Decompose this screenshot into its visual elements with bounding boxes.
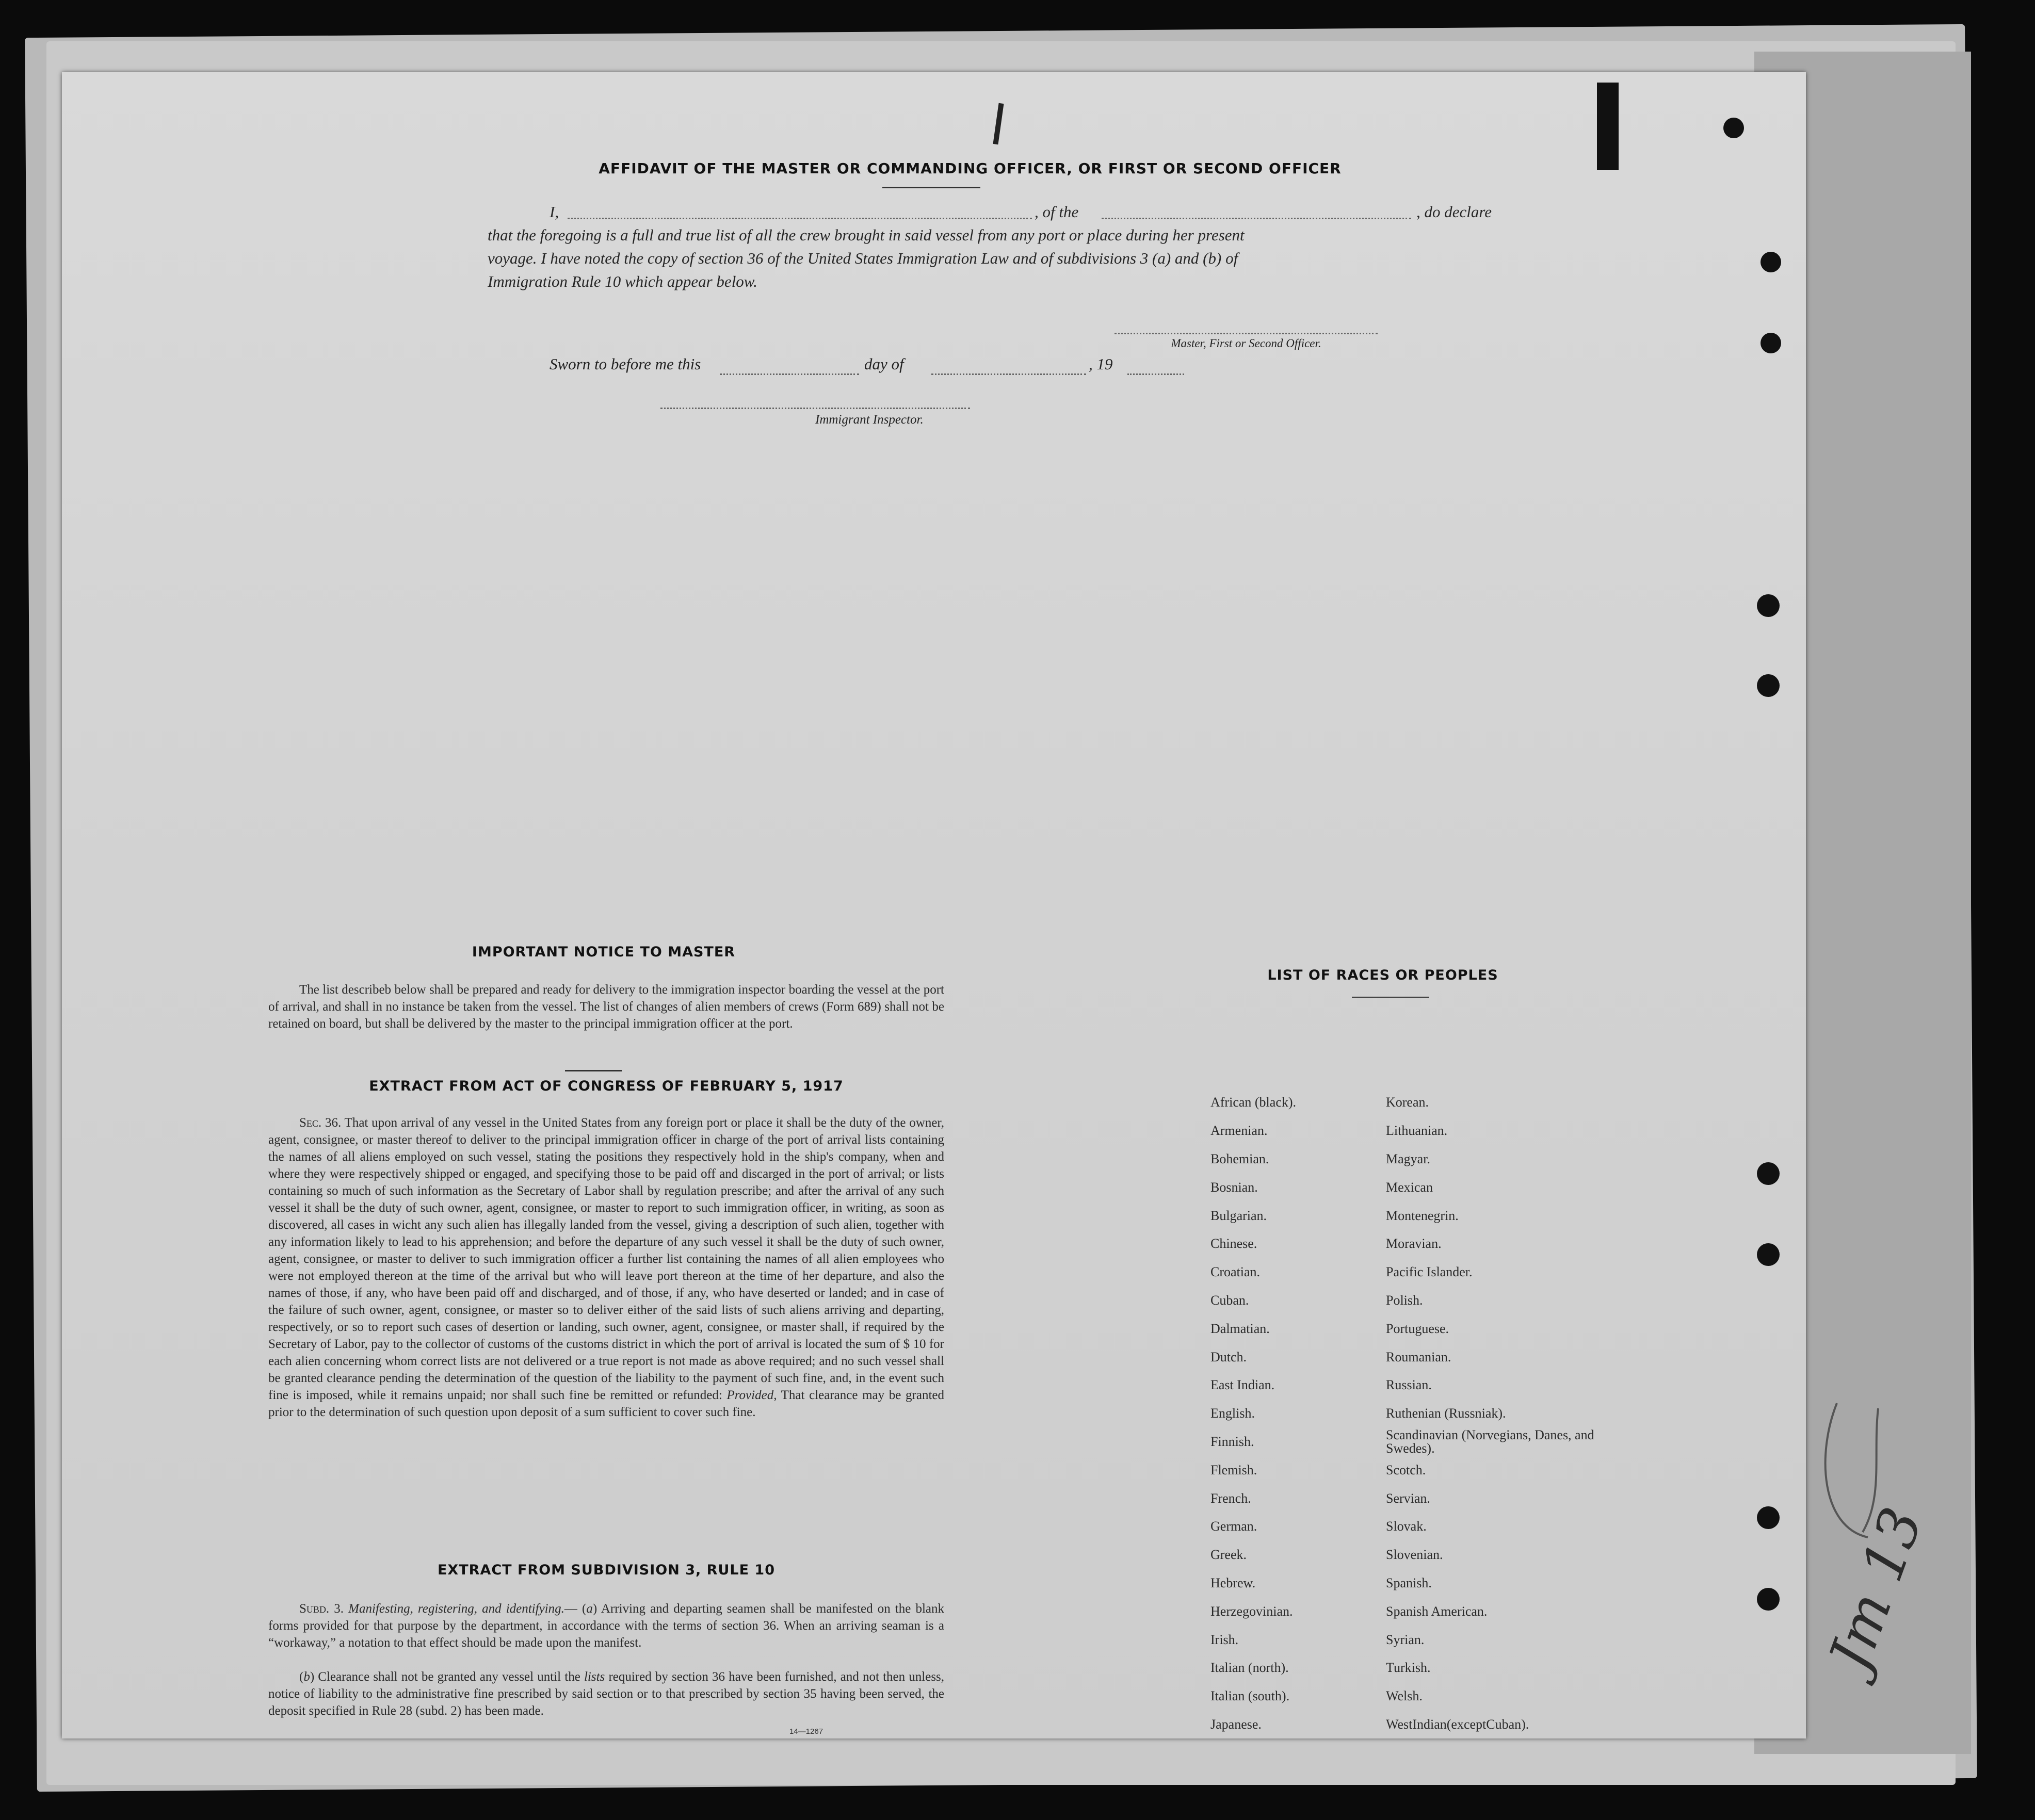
race-entry: Roumanian. <box>1386 1349 1451 1364</box>
punch-hole <box>1757 1243 1780 1266</box>
race-entry: Spanish. <box>1386 1575 1432 1590</box>
race-entry: Scotch. <box>1386 1462 1426 1477</box>
race-entry: Italian (south). <box>1210 1688 1290 1704</box>
sworn-year: , 19 <box>1089 355 1113 373</box>
punch-hole <box>1761 252 1781 272</box>
race-entry: Bosnian. <box>1210 1179 1258 1195</box>
race-row <box>1210 1428 1603 1456</box>
races-table <box>1210 1088 1603 1738</box>
race-entry: Portuguese. <box>1386 1321 1449 1336</box>
race-row <box>1210 1145 1603 1174</box>
race-entry: Polish. <box>1386 1292 1423 1308</box>
race-entry: Korean. <box>1386 1095 1429 1110</box>
extract-rule-para-b: (b) Clearance shall not be granted any vessel until the lists required by section 36 have been furnished, and not then unless, notice of liability to the administrative fine prescribed by said section or to that prescribed by section 35 having been served, the deposit specified in Rule 28 (subd. 2) has been made. <box>268 1670 945 1718</box>
binding-tab <box>1597 83 1619 170</box>
pencil-scribble <box>1806 1393 1909 1548</box>
race-entry: African (black). <box>1210 1095 1297 1110</box>
provided-text: That clearance may be granted prior to the determination of such question upon deposit of a sum sufficient to cover such fine. <box>268 1388 944 1419</box>
inspector-line <box>660 408 970 409</box>
punch-hole <box>1757 1506 1780 1529</box>
sworn-prefix: Sworn to before me this <box>550 355 701 373</box>
race-row <box>1210 1484 1603 1513</box>
form-number: 14—1267 <box>789 1727 823 1736</box>
punch-hole <box>1723 118 1744 138</box>
section-underline <box>565 1070 622 1071</box>
race-entry: Lithuanian. <box>1386 1123 1448 1139</box>
inspector-caption: Immigrant Inspector. <box>815 413 924 427</box>
race-row <box>1210 1201 1603 1230</box>
affidavit-do-declare: , do declare <box>1416 203 1492 221</box>
race-row <box>1210 1626 1603 1654</box>
sworn-day-blank <box>720 373 859 375</box>
para-b-text-2: required by section 36 have been furnished, and not then unless, notice of liability to the administrative fine prescribed by said section or to that prescribed by section 35 having been served, the deposit specified in Rule 28 (subd. 2) has been made. <box>268 1670 945 1718</box>
race-entry: Syrian. <box>1386 1632 1425 1647</box>
race-entry: Herzegovinian. <box>1210 1603 1293 1619</box>
race-entry: Montenegrin. <box>1386 1208 1459 1223</box>
para-b-lists: lists <box>584 1670 605 1684</box>
race-entry: Croatian. <box>1210 1264 1261 1280</box>
race-entry: Pacific Islander. <box>1386 1264 1473 1280</box>
race-row <box>1210 1117 1603 1145</box>
races-title: LIST OF RACES OR PEOPLES <box>1267 967 1498 983</box>
title-underline <box>882 187 980 188</box>
race-row <box>1210 1569 1603 1598</box>
signature-line <box>1115 333 1378 334</box>
para-b-letter: b <box>303 1670 310 1684</box>
race-row <box>1210 1541 1603 1569</box>
provided-label: Provided, <box>726 1388 777 1402</box>
race-entry: Spanish American. <box>1386 1603 1488 1619</box>
race-row <box>1210 1258 1603 1287</box>
affidavit-line-2: that the foregoing is a full and true list of all the crew brought in said vessel from any port or place during her present <box>488 226 1245 244</box>
race-row <box>1210 1456 1603 1484</box>
extract-act-body <box>268 1114 944 1421</box>
race-row <box>1210 1597 1603 1626</box>
race-entry: Turkish. <box>1386 1660 1431 1676</box>
sworn-month-blank <box>931 373 1086 375</box>
affidavit-of-the: , of the <box>1035 203 1079 221</box>
punch-hole <box>1757 594 1780 617</box>
extract-act-text: That upon arrival of any vessel in the United States from any foreign port or place it shall be the duty of the owner, agent, consignee, or master thereof to deliver to the principal immigration officer in charge of the port of arrival lists containing the names of all aliens employed on such vessel, stating the positions they respectively hold in the ship's company, when and where they were respectively shipped or engaged, and specifying those to be paid off and discarged in the port of arrival; or lists containing so much of such information as the Secretary of Labor shall by regulation prescribe; and after the arrival of any such vessel it shall be the duty of such owner, agent, consignee, or master to report to such immigration officer, in writing, as soon as discovered, all cases in wicht any such alien has illegally landed from the vessel, giving a description of such alien, together with any information likely to lead to his apprehension; and before the departure of any such vessel it shall be the duty of such owner, agent, consignee, or master to deliver to such immigration officer a further list containing the names of all alien employees who were not employed thereon at the time of the arrival but who will leave port thereon at the time of her departure, and also the names of those, if any, who have been paid off and discharged, and of those, if any, who have deserted or landed; and in case of the failure of such owner, agent, consignee, or master so to deliver either of the said lists of such aliens arriving and departing, respectively, or so to report such cases of desertion or landing, such owner, agent, consignee, or master shall, if required by the Secretary of Labor, pay to the collector of customs of the customs district in which the port of arrival is located the sum of $ 10 for each alien concerning whom correct lists are not delivered or a true report is not made as above required; and no such vessel shall be granted clearance pending the determination of the question of the liability to the payment of such fine, and, in the event such fine is imposed, while it remains unpaid; nor shall such fine be remitted or refunded: <box>268 1116 944 1402</box>
subd-label: Subd. 3. <box>299 1602 344 1616</box>
subd-heading: Manifesting, registering, and identifying. <box>348 1602 564 1616</box>
race-entry: Flemish. <box>1210 1462 1257 1477</box>
race-entry: Greek. <box>1210 1547 1247 1563</box>
race-entry: East Indian. <box>1210 1377 1275 1393</box>
race-entry: Ruthenian (Russniak). <box>1386 1406 1506 1421</box>
notice-body: The list describeb below shall be prepared and ready for delivery to the immigration inspector boarding the vessel at the port of arrival, and shall in no instance be taken from the vessel. The list of changes of alien members of crews (Form 689) shall not be retained on board, but shall be delivered by the master to the principal immigration officer at the port. <box>268 983 944 1031</box>
vessel-blank <box>1102 218 1411 219</box>
sworn-year-blank <box>1127 373 1184 375</box>
race-entry: Irish. <box>1210 1632 1239 1647</box>
race-entry: French. <box>1210 1490 1251 1506</box>
races-underline <box>1352 997 1429 998</box>
affidavit-body <box>488 200 1492 293</box>
race-entry: Finnish. <box>1210 1434 1254 1449</box>
race-entry: Scandinavian (Norvegians, Danes, and Swedes). <box>1386 1427 1594 1456</box>
race-entry: Chinese. <box>1210 1236 1257 1252</box>
race-row <box>1210 1513 1603 1541</box>
para-a-letter: a <box>586 1602 593 1616</box>
race-entry: Armenian. <box>1210 1123 1268 1139</box>
race-row <box>1210 1654 1603 1682</box>
extract-rule-para-a <box>268 1600 944 1651</box>
punch-hole <box>1761 333 1781 353</box>
extract-rule-title: EXTRACT FROM SUBDIVISION 3, RULE 10 <box>437 1562 776 1578</box>
race-row <box>1210 1682 1603 1711</box>
race-entry: Bohemian. <box>1210 1151 1269 1166</box>
race-row <box>1210 1230 1603 1258</box>
margin-mark <box>1790 1300 1806 1315</box>
para-a-prefix: — ( <box>564 1602 587 1616</box>
document-page <box>62 72 1806 1738</box>
race-entry: Magyar. <box>1386 1151 1430 1166</box>
notice-title: IMPORTANT NOTICE TO MASTER <box>472 944 736 960</box>
race-entry: Hebrew. <box>1210 1575 1256 1590</box>
race-row <box>1210 1314 1603 1343</box>
sec-label: Sec. 36. <box>299 1116 342 1130</box>
race-row <box>1210 1371 1603 1400</box>
race-entry: Bulgarian. <box>1210 1208 1267 1223</box>
affidavit-line-4: Immigration Rule 10 which appear below. <box>488 272 757 290</box>
punch-hole <box>1757 1162 1780 1185</box>
race-entry: Servian. <box>1386 1490 1430 1506</box>
affidavit-line-3: voyage. I have noted the copy of section 36 of the United States Immigration Law and of subdivisions 3 (a) and (b) of <box>488 249 1238 267</box>
race-entry: Moravian. <box>1386 1236 1442 1252</box>
race-entry: German. <box>1210 1519 1257 1534</box>
race-entry: Slovenian. <box>1386 1547 1443 1563</box>
race-entry: Russian. <box>1386 1377 1432 1393</box>
race-row <box>1210 1343 1603 1371</box>
race-row <box>1210 1173 1603 1201</box>
sworn-line <box>488 355 1210 381</box>
race-entry: Cuban. <box>1210 1292 1249 1308</box>
sworn-day-of: day of <box>864 355 904 373</box>
para-b-text-1: ) Clearance shall not be granted any vessel until the <box>310 1670 580 1684</box>
race-entry: Dalmatian. <box>1210 1321 1270 1336</box>
race-entry: Slovak. <box>1386 1519 1427 1534</box>
extract-act-title: EXTRACT FROM ACT OF CONGRESS OF FEBRUARY 5, 1917 <box>369 1078 844 1094</box>
race-entry: Mexican <box>1386 1179 1433 1195</box>
race-row <box>1210 1400 1603 1428</box>
handwritten-note: Jm 13 <box>1816 1499 1935 1679</box>
race-entry: Italian (north). <box>1210 1660 1289 1676</box>
race-entry: WestIndian(exceptCuban). <box>1386 1716 1529 1732</box>
punch-hole <box>1757 1588 1780 1611</box>
race-entry: Dutch. <box>1210 1349 1247 1364</box>
race-row <box>1210 1287 1603 1315</box>
race-entry: English. <box>1210 1406 1255 1421</box>
punch-hole <box>1757 674 1780 697</box>
name-blank <box>568 218 1032 219</box>
race-row <box>1210 1088 1603 1117</box>
signature-caption: Master, First or Second Officer. <box>1171 337 1321 350</box>
race-entry: Japanese. <box>1210 1716 1262 1732</box>
affidavit-title: AFFIDAVIT OF THE MASTER OR COMMANDING OFFICER, OR FIRST OR SECOND OFFICER <box>599 160 1342 177</box>
race-row <box>1210 1711 1603 1739</box>
affidavit-i: I, <box>550 203 559 221</box>
para-a-text: ) Arriving and departing seamen shall be manifested on the blank forms provided for that purpose by the department, in accordance with the terms of section 36. When an arriving seaman is a “workaway,” a notation to that effect should be made upon the manifest. <box>268 1602 944 1650</box>
race-entry: Welsh. <box>1386 1688 1423 1704</box>
